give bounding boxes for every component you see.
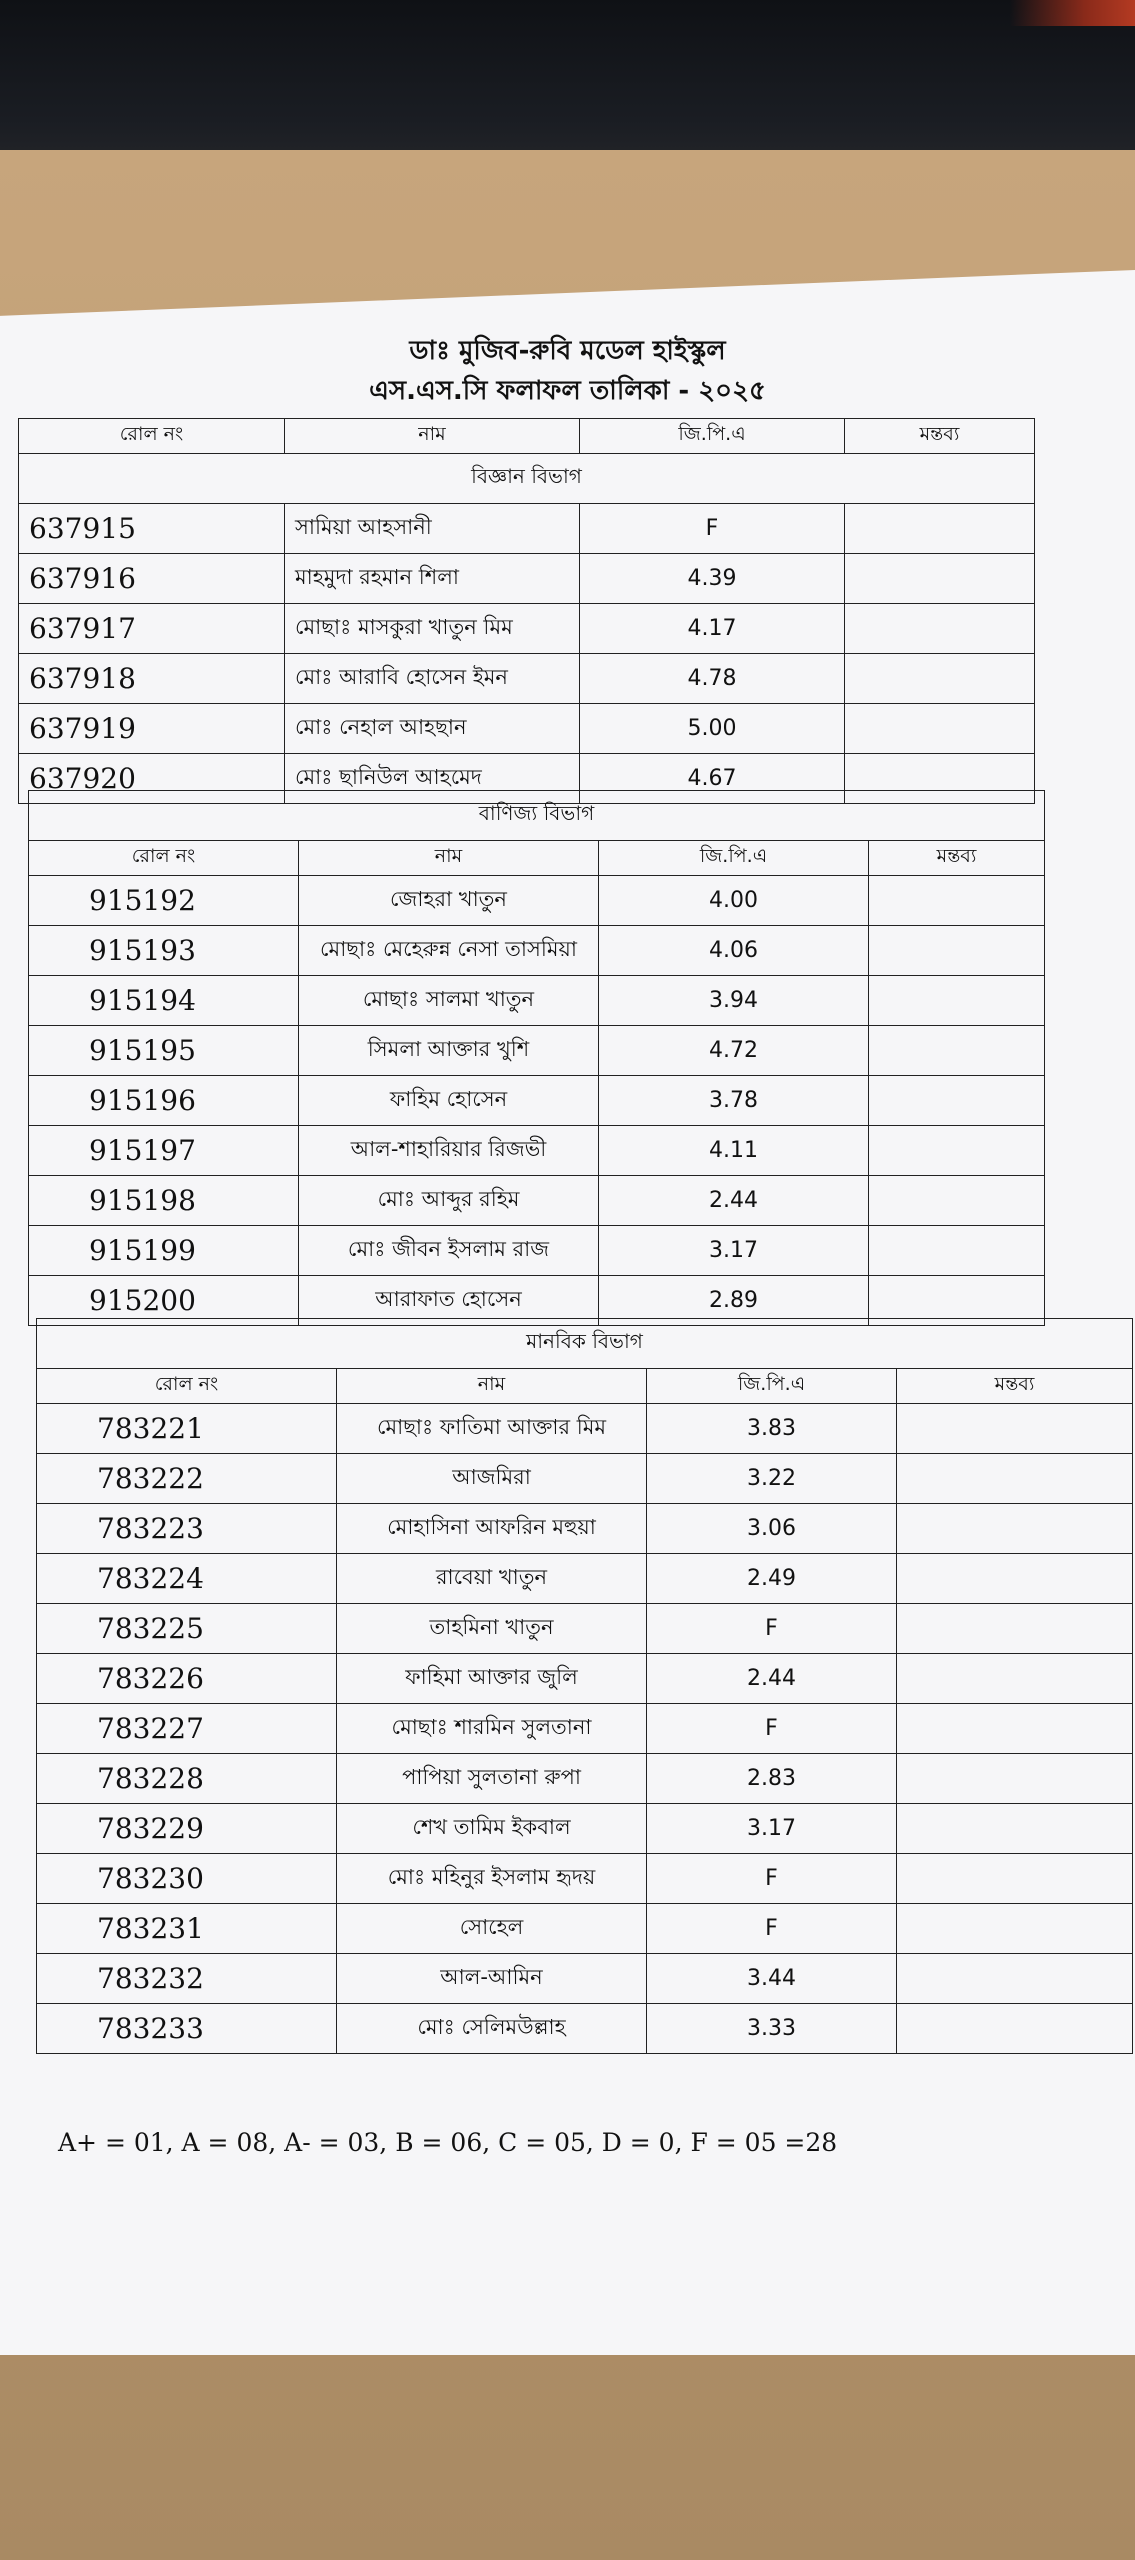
roll-cell: 637918 [19, 654, 285, 704]
remarks-cell [845, 554, 1035, 604]
roll-cell: 915194 [29, 976, 299, 1026]
remarks-cell [869, 1126, 1045, 1176]
remarks-cell [845, 504, 1035, 554]
science-table [18, 418, 1035, 804]
name-cell: মোঃ জীবন ইসলাম রাজ [299, 1226, 599, 1276]
roll-cell: 915195 [29, 1026, 299, 1076]
remarks-cell [897, 1504, 1133, 1554]
table-row [37, 1854, 1133, 1904]
roll-cell: 915192 [29, 876, 299, 926]
roll-cell: 783223 [37, 1504, 337, 1554]
name-cell: মোঃ ছানিউল আহমেদ [285, 754, 580, 804]
roll-cell: 783232 [37, 1954, 337, 2004]
humanities-section [36, 1318, 1132, 2054]
remarks-cell [897, 1754, 1133, 1804]
commerce-section-title: বাণিজ্য বিভাগ [29, 791, 1045, 841]
roll-cell: 637920 [19, 754, 285, 804]
remarks-cell [897, 1554, 1133, 1604]
gpa-cell: 3.17 [647, 1804, 897, 1854]
name-cell: মোছাঃ ফাতিমা আক্তার মিম [337, 1404, 647, 1454]
roll-cell: 637915 [19, 504, 285, 554]
roll-cell: 783229 [37, 1804, 337, 1854]
table-row [19, 504, 1035, 554]
gpa-cell: 4.67 [580, 754, 845, 804]
table-row [29, 1226, 1045, 1276]
section-title-row [29, 791, 1045, 841]
table-row [37, 1704, 1133, 1754]
table-row [37, 1504, 1133, 1554]
name-cell: মোছাঃ মেহেরুন্ন নেসা তাসমিয়া [299, 926, 599, 976]
gpa-cell: 4.72 [599, 1026, 869, 1076]
gpa-cell: 3.06 [647, 1504, 897, 1554]
remarks-cell [845, 654, 1035, 704]
name-cell: ফাহিম হোসেন [299, 1076, 599, 1126]
name-cell: মোঃ সেলিমউল্লাহ [337, 2004, 647, 2054]
table-row [37, 1654, 1133, 1704]
remarks-cell [869, 926, 1045, 976]
name-cell: তাহমিনা খাতুন [337, 1604, 647, 1654]
roll-cell: 783233 [37, 2004, 337, 2054]
name-cell: মোঃ মহিনুর ইসলাম হৃদয় [337, 1854, 647, 1904]
gpa-cell: 4.39 [580, 554, 845, 604]
gpa-cell: 3.83 [647, 1404, 897, 1454]
roll-cell: 915193 [29, 926, 299, 976]
name-cell: সামিয়া আহসানী [285, 504, 580, 554]
name-cell: মোঃ নেহাল আহছান [285, 704, 580, 754]
gpa-cell: 2.83 [647, 1754, 897, 1804]
table-row [37, 1554, 1133, 1604]
gpa-cell: 3.33 [647, 2004, 897, 2054]
roll-header: রোল নং [37, 1369, 337, 1404]
gpa-cell: 4.11 [599, 1126, 869, 1176]
name-cell: আরাফাত হোসেন [299, 1276, 599, 1326]
remarks-cell [869, 1226, 1045, 1276]
gpa-cell: 2.44 [599, 1176, 869, 1226]
name-cell: মোঃ আরাবি হোসেন ইমন [285, 654, 580, 704]
header-row [37, 1369, 1133, 1404]
remarks-cell [897, 1704, 1133, 1754]
science-section-title: বিজ্ঞান বিভাগ [19, 454, 1035, 504]
gpa-cell: F [647, 1904, 897, 1954]
name-cell: মোছাঃ মাসকুরা খাতুন মিম [285, 604, 580, 654]
table-row [29, 926, 1045, 976]
remarks-cell [897, 1854, 1133, 1904]
table-row [29, 1026, 1045, 1076]
gpa-header: জি.পি.এ [599, 841, 869, 876]
table-row [19, 604, 1035, 654]
remarks-cell [869, 876, 1045, 926]
name-cell: মোহাসিনা আফরিন মহুয়া [337, 1504, 647, 1554]
gpa-cell: 4.06 [599, 926, 869, 976]
header-row [29, 841, 1045, 876]
gpa-cell: F [647, 1854, 897, 1904]
remarks-cell [897, 1954, 1133, 2004]
section-title-row [37, 1319, 1133, 1369]
name-cell: আজমিরা [337, 1454, 647, 1504]
school-name: ডাঃ মুজিব-রুবি মডেল হাইস্কুল [409, 336, 726, 366]
gpa-header: জি.পি.এ [647, 1369, 897, 1404]
remarks-cell [897, 1454, 1133, 1504]
remarks-header: মন্তব্য [897, 1369, 1133, 1404]
gpa-cell: 4.17 [580, 604, 845, 654]
remarks-cell [845, 604, 1035, 654]
gpa-cell: 3.22 [647, 1454, 897, 1504]
gpa-cell: 3.17 [599, 1226, 869, 1276]
header-row [19, 419, 1035, 454]
remarks-header: মন্তব্য [845, 419, 1035, 454]
gpa-cell: 3.94 [599, 976, 869, 1026]
remarks-header: মন্তব্য [869, 841, 1045, 876]
name-header: নাম [299, 841, 599, 876]
name-cell: মোছাঃ সালমা খাতুন [299, 976, 599, 1026]
remarks-cell [897, 1654, 1133, 1704]
roll-cell: 915197 [29, 1126, 299, 1176]
table-row [37, 1904, 1133, 1954]
table-row [37, 1454, 1133, 1504]
gpa-cell: F [580, 504, 845, 554]
remarks-cell [897, 1404, 1133, 1454]
table-row [29, 976, 1045, 1026]
commerce-table [28, 790, 1045, 1326]
table-row [37, 1804, 1133, 1854]
name-cell: আল-আমিন [337, 1954, 647, 2004]
table-row [37, 1404, 1133, 1454]
remarks-cell [897, 1904, 1133, 1954]
roll-cell: 783231 [37, 1904, 337, 1954]
table-row [19, 654, 1035, 704]
table-row [37, 1754, 1133, 1804]
roll-cell: 783222 [37, 1454, 337, 1504]
roll-cell: 783224 [37, 1554, 337, 1604]
gpa-cell: 5.00 [580, 704, 845, 754]
remarks-cell [869, 1076, 1045, 1126]
table-row [29, 1076, 1045, 1126]
name-header: নাম [337, 1369, 647, 1404]
roll-cell: 783225 [37, 1604, 337, 1654]
name-cell: সোহেল [337, 1904, 647, 1954]
gpa-cell: 4.00 [599, 876, 869, 926]
remarks-cell [897, 1604, 1133, 1654]
roll-cell: 637917 [19, 604, 285, 654]
name-cell: শেখ তামিম ইকবাল [337, 1804, 647, 1854]
name-header: নাম [285, 419, 580, 454]
grade-summary: A+ = 01, A = 08, A- = 03, B = 06, C = 05, D = 0, F = 05 =28 [58, 2128, 838, 2157]
remarks-cell [845, 704, 1035, 754]
table-row [29, 1176, 1045, 1226]
name-cell: মোছাঃ শারমিন সুলতানা [337, 1704, 647, 1754]
humanities-table [36, 1318, 1133, 2054]
gpa-header: জি.পি.এ [580, 419, 845, 454]
table-row [37, 1954, 1133, 2004]
remarks-cell [869, 1026, 1045, 1076]
gpa-cell: 2.49 [647, 1554, 897, 1604]
roll-cell: 637919 [19, 704, 285, 754]
roll-cell: 783230 [37, 1854, 337, 1904]
table-row [37, 2004, 1133, 2054]
remarks-cell [869, 1176, 1045, 1226]
table-row [37, 1604, 1133, 1654]
commerce-section [28, 790, 1044, 1326]
name-cell: ফাহিমা আক্তার জুলি [337, 1654, 647, 1704]
roll-header: রোল নং [29, 841, 299, 876]
gpa-cell: 2.89 [599, 1276, 869, 1326]
gpa-cell: F [647, 1704, 897, 1754]
roll-header: রোল নং [19, 419, 285, 454]
table-row [29, 1126, 1045, 1176]
gpa-cell: 2.44 [647, 1654, 897, 1704]
roll-cell: 915198 [29, 1176, 299, 1226]
gpa-cell: 4.78 [580, 654, 845, 704]
table-row [29, 876, 1045, 926]
roll-cell: 637916 [19, 554, 285, 604]
roll-cell: 915200 [29, 1276, 299, 1326]
name-cell: জোহরা খাতুন [299, 876, 599, 926]
gpa-cell: 3.44 [647, 1954, 897, 2004]
roll-cell: 915199 [29, 1226, 299, 1276]
roll-cell: 783227 [37, 1704, 337, 1754]
table-row [19, 704, 1035, 754]
result-list-title: এস.এস.সি ফলাফল তালিকা - ২০২৫ [369, 376, 766, 406]
section-title-row [19, 454, 1035, 504]
roll-cell: 783226 [37, 1654, 337, 1704]
name-cell: সিমলা আক্তার খুশি [299, 1026, 599, 1076]
red-object [1010, 0, 1135, 26]
science-section [18, 418, 1034, 804]
table-row [19, 554, 1035, 604]
name-cell: পাপিয়া সুলতানা রুপা [337, 1754, 647, 1804]
remarks-cell [897, 2004, 1133, 2054]
name-cell: মাহমুদা রহমান শিলা [285, 554, 580, 604]
humanities-section-title: মানবিক বিভাগ [37, 1319, 1133, 1369]
gpa-cell: 3.78 [599, 1076, 869, 1126]
name-cell: মোঃ আব্দুর রহিম [299, 1176, 599, 1226]
remarks-cell [869, 976, 1045, 1026]
roll-cell: 915196 [29, 1076, 299, 1126]
name-cell: আল-শাহারিয়ার রিজভী [299, 1126, 599, 1176]
roll-cell: 783228 [37, 1754, 337, 1804]
gpa-cell: F [647, 1604, 897, 1654]
name-cell: রাবেয়া খাতুন [337, 1554, 647, 1604]
remarks-cell [897, 1804, 1133, 1854]
roll-cell: 783221 [37, 1404, 337, 1454]
